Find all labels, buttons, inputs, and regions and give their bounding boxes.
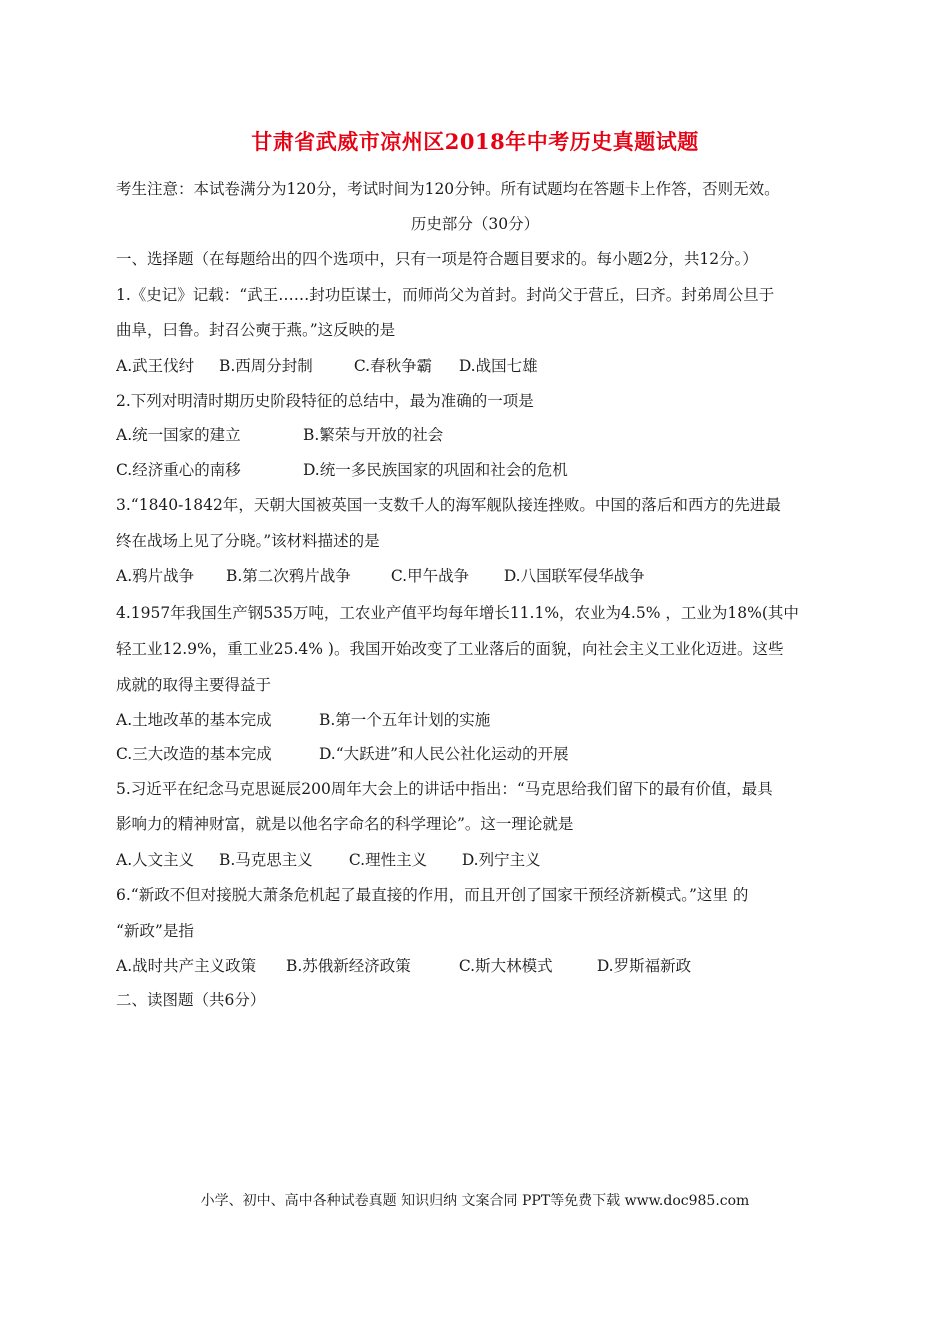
question-stem-line: 轻工业12.9%，重工业25.4% )。我国开始改变了工业落后的面貌，向社会主义工业化迈进。这些: [116, 640, 784, 658]
option-c: C.经济重心的南移: [116, 461, 241, 479]
option-b: B.第一个五年计划的实施: [318, 711, 491, 729]
part1-heading: 一、选择题（在每题给出的四个选项中，只有一项是符合题目要求的。每小题2分，共12分。）: [116, 250, 758, 268]
page-footer: 小学、初中、高中各种试卷真题 知识归纳 文案合同 PPT等免费下载 www.doc985.com: [200, 1193, 750, 1209]
option-a: A.武王伐纣: [116, 357, 195, 375]
option-b: B.繁荣与开放的社会: [302, 426, 444, 444]
option-b: B.马克思主义: [218, 851, 313, 869]
option-row: [116, 424, 846, 446]
part2-heading: 二、读图题（共6分）: [116, 991, 266, 1009]
section-heading: 历史部分（30分）: [410, 215, 540, 233]
option-a: A.战时共产主义政策: [116, 957, 257, 975]
exam-notice: 考生注意：本试卷满分为120分，考试时间为120分钟。所有试题均在答题卡上作答，否则无效。: [116, 180, 780, 198]
option-c: C.理性主义: [348, 851, 428, 869]
question-stem-line: “新政”是指: [116, 922, 194, 940]
question-stem-line: 2.下列对明清时期历史阶段特征的总结中，最为准确的一项是: [116, 392, 534, 410]
option-row: [116, 955, 846, 977]
question-stem-line: 曲阜，曰鲁。封召公奭于燕。”这反映的是: [116, 321, 396, 339]
option-c: C.甲午战争: [390, 567, 470, 585]
question-stem-line: 影响力的精神财富，就是以他名字命名的科学理论”。这一理论就是: [116, 815, 574, 833]
option-d: D.罗斯福新政: [596, 957, 692, 975]
option-d: D.八国联军侵华战争: [503, 567, 645, 585]
page-title: 甘肃省武威市凉州区2018年中考历史真题试题: [251, 129, 699, 154]
option-c: C.春秋争霸: [353, 357, 433, 375]
option-a: A.土地改革的基本完成: [116, 711, 272, 729]
option-a: A.鸦片战争: [116, 567, 195, 585]
option-a: A.人文主义: [116, 851, 195, 869]
question-stem-line: 4.1957年我国生产钢535万吨，工农业产值平均每年增长11.1%，农业为4.5% ，工业为18%(其中: [116, 604, 799, 622]
option-b: B.第二次鸦片战争: [225, 567, 351, 585]
option-row: [116, 565, 846, 587]
option-row: [116, 743, 846, 765]
question-stem-line: 1.《史记》记载：“武王……封功臣谋士，而师尚父为首封。封尚父于营丘，曰齐。封弟周公旦于: [116, 286, 775, 304]
option-d: D.统一多民族国家的巩固和社会的危机: [302, 461, 568, 479]
option-row: [116, 459, 846, 481]
question-stem-line: 5.习近平在纪念马克思诞辰200周年大会上的讲话中指出：“马克思给我们留下的最有价值，最具: [116, 780, 773, 798]
question-stem-line: 终在战场上见了分晓。”该材料描述的是: [116, 532, 380, 550]
option-b: B.西周分封制: [218, 357, 313, 375]
option-row: [116, 849, 846, 871]
option-c: C.斯大林模式: [458, 957, 553, 975]
option-row: [116, 355, 846, 377]
option-d: D.战国七雄: [458, 357, 538, 375]
option-d: D.“大跃进”和人民公社化运动的开展: [318, 745, 569, 763]
option-a: A.统一国家的建立: [116, 426, 241, 444]
option-c: C.三大改造的基本完成: [116, 745, 272, 763]
question-stem-line: 6.“新政不但对接脱大萧条危机起了最直接的作用，而且开创了国家干预经济新模式。”这里 的: [116, 886, 749, 904]
question-stem-line: 成就的取得主要得益于: [116, 676, 272, 694]
option-row: [116, 709, 846, 731]
option-d: D.列宁主义: [461, 851, 541, 869]
option-b: B.苏俄新经济政策: [285, 957, 411, 975]
question-stem-line: 3.“1840-1842年，天朝大国被英国一支数千人的海军舰队接连挫败。中国的落后和西方的先进最: [116, 496, 781, 514]
